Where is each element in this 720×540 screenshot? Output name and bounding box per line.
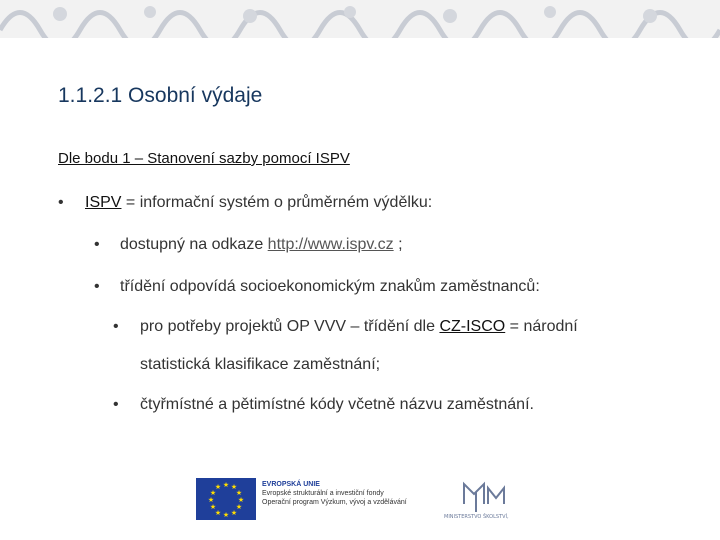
eu-flag-icon bbox=[196, 478, 256, 520]
footer-logos bbox=[196, 474, 536, 524]
ministry-logo bbox=[444, 476, 534, 524]
list-item bbox=[85, 194, 432, 212]
ispv-term: ISPV bbox=[85, 194, 122, 211]
bullet-marker: • bbox=[58, 194, 64, 211]
eu-line: Evropské strukturální a investiční fondy bbox=[262, 490, 384, 497]
availability-tail: ; bbox=[393, 236, 403, 253]
svg-text:★: ★ bbox=[235, 503, 243, 511]
bullet-marker: • bbox=[113, 318, 119, 335]
svg-text:★: ★ bbox=[209, 489, 217, 497]
bullet-marker: • bbox=[94, 236, 100, 253]
cz-isco-term: CZ-ISCO bbox=[439, 318, 506, 335]
availability-text: dostupný na odkaze bbox=[120, 236, 268, 253]
eu-caption bbox=[262, 480, 407, 507]
svg-text:★: ★ bbox=[207, 496, 215, 504]
list-item bbox=[140, 396, 534, 414]
svg-text:★: ★ bbox=[230, 509, 238, 517]
codes-text: čtyřmístné a pětimístné kódy včetně názvu zaměstnání. bbox=[140, 396, 534, 413]
ispv-definition: = informační systém o průměrném výdělku: bbox=[121, 194, 433, 211]
list-item-continuation bbox=[140, 356, 380, 374]
svg-text:★: ★ bbox=[214, 509, 222, 517]
svg-text:★: ★ bbox=[230, 483, 238, 491]
svg-text:★: ★ bbox=[214, 483, 222, 491]
project-needs-continuation: statistická klasifikace zaměstnání; bbox=[140, 356, 381, 373]
list-item bbox=[120, 236, 403, 254]
ispv-link[interactable]: http://www.ispv.cz bbox=[267, 236, 394, 253]
project-needs-text: pro potřeby projektů OP VVV – třídění dle bbox=[140, 318, 440, 335]
svg-text:★: ★ bbox=[237, 496, 245, 504]
svg-text:★: ★ bbox=[222, 481, 230, 489]
project-needs-post: = národní bbox=[505, 318, 578, 335]
bullet-marker: • bbox=[94, 278, 100, 295]
svg-text:★: ★ bbox=[209, 503, 217, 511]
list-item bbox=[120, 278, 540, 296]
svg-text:★: ★ bbox=[222, 511, 230, 519]
section-subtitle: Dle bodu 1 – Stanovení sazby pomocí ISPV bbox=[58, 150, 350, 167]
list-item bbox=[140, 318, 578, 336]
eu-line: Operační program Výzkum, vývoj a vzdělávání bbox=[262, 499, 407, 506]
svg-text:★: ★ bbox=[235, 489, 243, 497]
bullet-marker: • bbox=[113, 396, 119, 413]
classification-text: třídění odpovídá socioekonomickým znakům zaměstnanců: bbox=[120, 278, 540, 295]
decorative-header-band bbox=[0, 0, 720, 38]
page-title: 1.1.2.1 Osobní výdaje bbox=[58, 84, 263, 107]
eu-heading: EVROPSKÁ UNIE bbox=[262, 481, 320, 488]
pattern-decoration bbox=[0, 0, 720, 38]
ministry-caption: MINISTERSTVO ŠKOLSTVÍ, bbox=[444, 514, 509, 520]
